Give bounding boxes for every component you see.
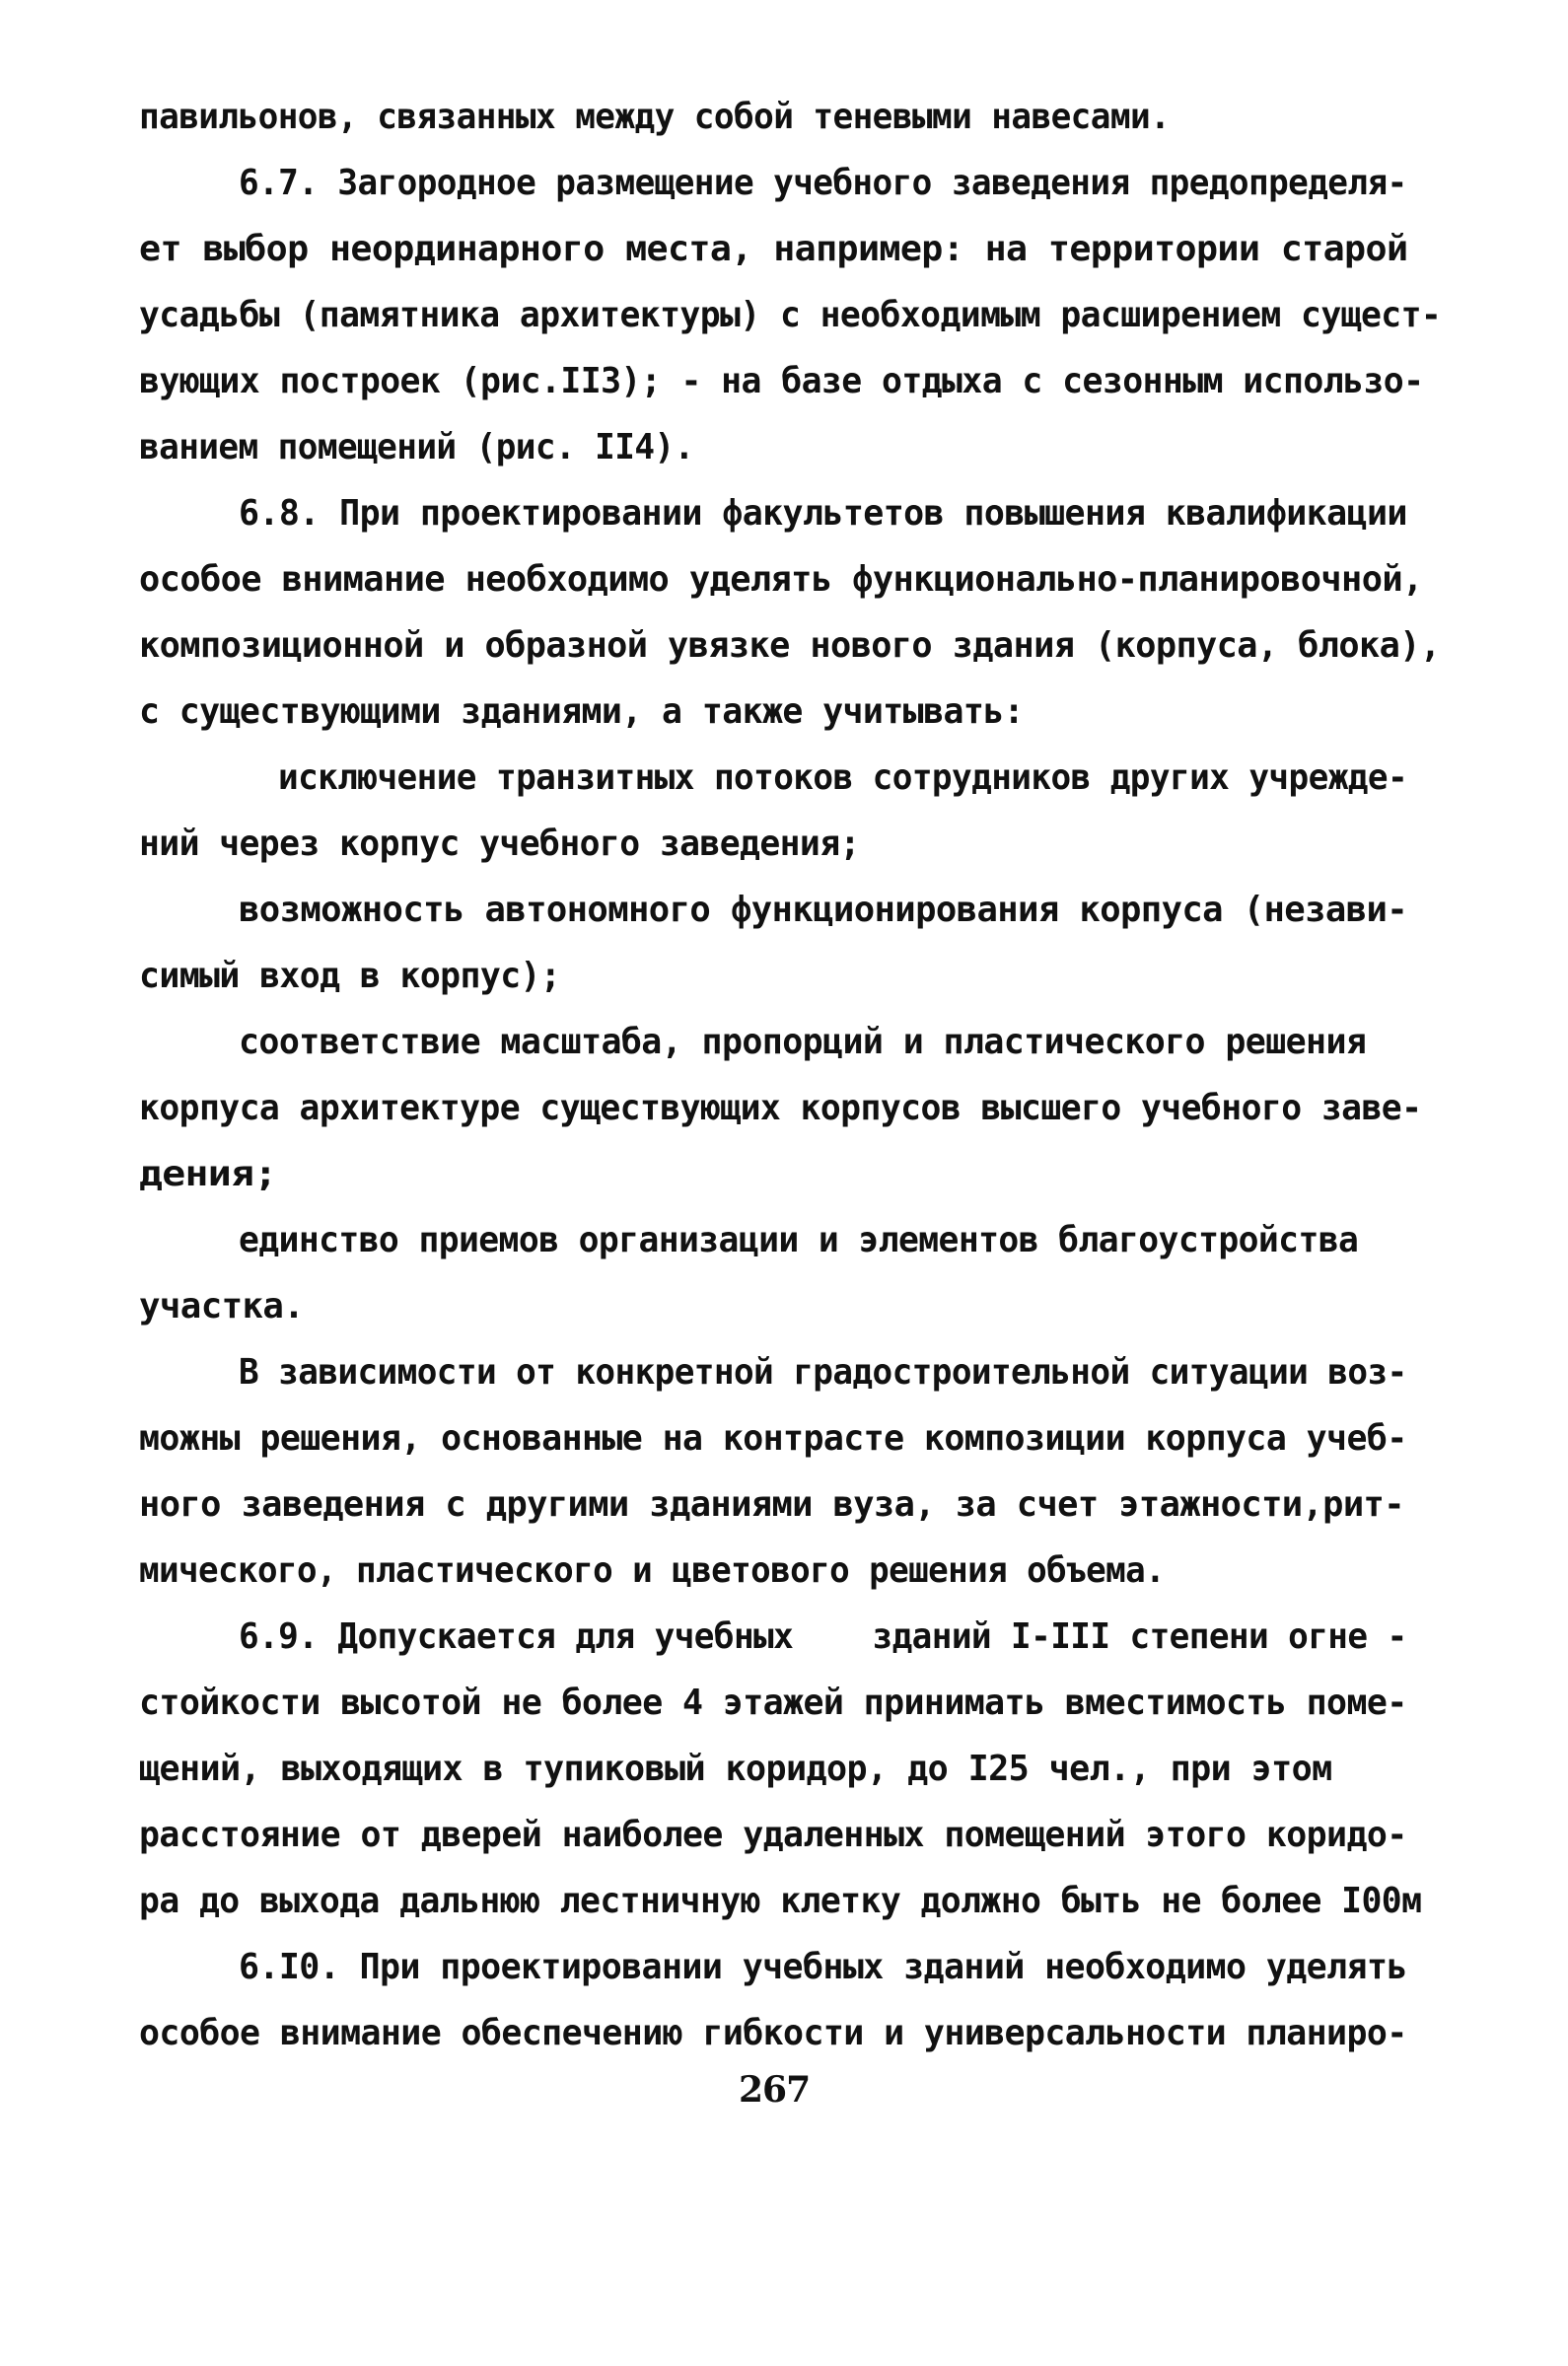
text-line: стойкости высотой не более 4 этажей принимать вместимость поме- [139,1683,1407,1723]
text-line: 6.I0. При проектировании учебных зданий необходимо уделять [239,1947,1407,1987]
text-line: симый вход в корпус); [139,956,561,996]
text-line: 6.8. При проектировании факультетов повышения квалификации [239,493,1407,534]
text-line: расстояние от дверей наиболее удаленных помещений этого коридо- [139,1815,1407,1855]
text-line: возможность автономного функционирования корпуса (незави- [239,890,1408,930]
text-line: соответствие масштаба, пропорций и пластического решения [239,1022,1367,1062]
text-line: особое внимание обеспечению гибкости и универсальности планиро- [139,2013,1407,2053]
text-line: исключение транзитных потоков сотрудников других учрежде- [278,757,1408,798]
text-line: ет выбор неординарного места, например: на территории старой [139,229,1408,269]
text-line: с существующими зданиями, а также учитывать: [139,691,1025,732]
text-line: единство приемов организации и элементов благоустройства [239,1220,1359,1260]
text-line: ра до выхода дальнюю лестничную клетку должно быть не более I00м [139,1881,1422,1921]
text-line: вующих построек (рис.II3); - на базе отдыха с сезонным использо- [139,361,1424,401]
text-line: ванием помещений (рис. II4). [139,427,694,467]
text-line: 6.7. Загородное размещение учебного заведения предопределя- [239,163,1407,203]
text-line: усадьбы (памятника архитектуры) с необходимым расширением сущест- [139,295,1442,335]
text-line: 6.9. Допускается для учебных зданий I-III степени огне - [239,1616,1407,1657]
text-line: можны решения, основанные на контрасте композиции корпуса учеб- [139,1418,1407,1459]
text-line: участка. [139,1286,305,1326]
text-line: В зависимости от конкретной градостроительной ситуации воз- [239,1352,1407,1393]
text-line: ний через корпус учебного заведения; [139,824,860,864]
text-line: корпуса архитектуре существующих корпусов высшего учебного заве- [139,1088,1422,1128]
text-line: мического, пластического и цветового решения объема. [139,1550,1166,1591]
page-number: 267 [739,2069,811,2111]
text-line: композиционной и образной увязке нового здания (корпуса, блока), [139,625,1441,666]
text-line: павильонов, связанных между собой теневыми навесами. [139,97,1171,137]
text-line: особое внимание необходимо уделять функционально-планировочной, [139,559,1423,600]
text-line: щений, выходящих в тупиковый коридор, до I25 чел., при этом [139,1749,1332,1789]
text-line: ного заведения с другими зданиями вуза, за счет этажности,рит- [139,1484,1404,1525]
text-line: дения; [139,1154,277,1194]
